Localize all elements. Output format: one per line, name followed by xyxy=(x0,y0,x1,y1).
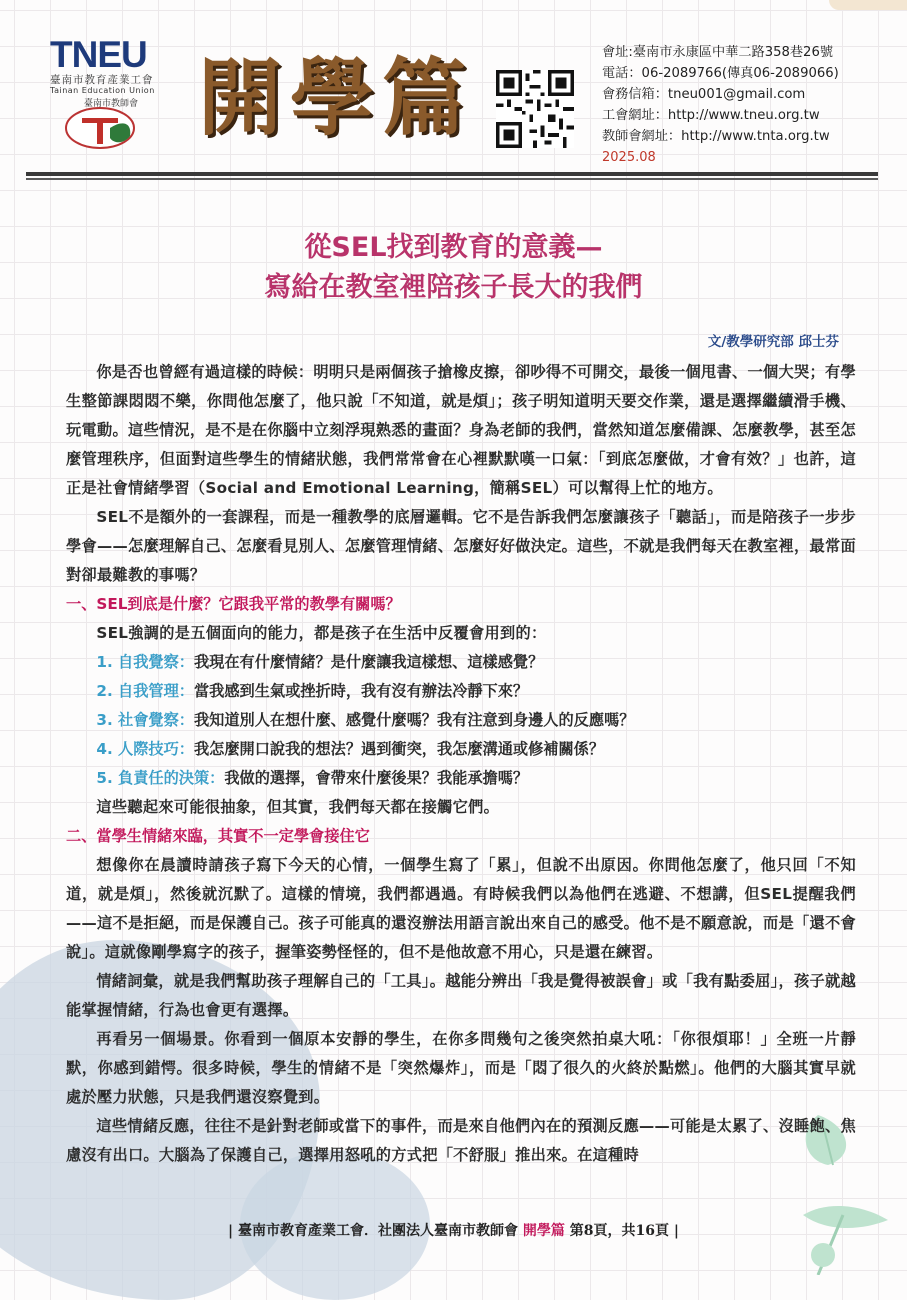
section-heading: 一、SEL到底是什麼？它跟我平常的教學有關嗎？ xyxy=(66,595,401,613)
article-title: 從SEL找到教育的意義— 寫給在教室裡陪孩子長大的我們 xyxy=(264,232,643,303)
phone: 電話：06-2089766(傳真06-2089066) xyxy=(602,66,839,81)
list-item: 1. 自我覺察：我現在有什麼情緒？是什麼讓我這樣想、這樣感覺？ xyxy=(96,653,544,671)
email: 會務信箱：tneu001@gmail.com xyxy=(602,87,806,102)
article-body xyxy=(66,358,856,1170)
union-website: 工會網址：http://www.tneu.org.tw xyxy=(602,108,820,123)
paragraph: 想像你在晨讀時請孩子寫下今天的心情，一個學生寫了「累」，但說不出原因。你問他怎麼了，他只回「不知道，就是煩」，然後就沉默了。這樣的情境，我們都遇過。有時候我們以為他們在逃避、不想講，但SEL提醒我們——這不是拒絕，而是保護自己。孩子可能真的還沒辦法用語言說出來自己的感受。他不是不願意說，而是「還不會說」。這就像剛學寫字的孩子，握筆姿勢怪怪的，但不是他故意不用心，只是還在練習。 xyxy=(66,856,856,961)
issue-date: 2025.08 xyxy=(602,150,656,165)
teacher-website: 教師會網址：http://www.tnta.org.tw xyxy=(602,129,830,144)
contact-info xyxy=(602,42,839,168)
list-item: 5. 負責任的決策：我做的選擇，會帶來什麼後果？我能承擔嗎？ xyxy=(96,769,529,787)
header-divider xyxy=(26,172,878,176)
paragraph: 情緒詞彙，就是我們幫助孩子理解自己的「工具」。越能分辨出「我是覺得被誤會」或「我有點委屈」，孩子就越能掌握情緒，行為也會更有選擇。 xyxy=(66,972,856,1019)
header-divider-thin xyxy=(26,178,878,180)
union-name-zh: 臺南市教育產業工會 xyxy=(50,74,154,86)
union-name-en: Tainan Education Union xyxy=(50,86,155,95)
byline: 文/教學研究部 邱士芬 xyxy=(707,334,839,350)
masthead xyxy=(0,0,907,190)
section-heading: 二、當學生情緒來臨，其實不一定學會接住它 xyxy=(66,827,370,845)
list-item: 2. 自我管理：當我感到生氣或挫折時，我有沒有辦法冷靜下來？ xyxy=(96,682,529,700)
paragraph: 你是否也曾經有過這樣的時候：明明只是兩個孩子搶橡皮擦，卻吵得不可開交，最後一個甩書、一個大哭；有學生整節課悶悶不樂，你問他怎麼了，他只說「不知道，就是煩」；孩子明知道明天要交作業，還是選擇繼續滑手機、玩電動。這些情況，是不是在你腦中立刻浮現熟悉的畫面？身為老師的我們，當然知道怎麼備課、怎麼教學，甚至怎麼管理秩序，但面對這些學生的情緒狀態，我們常常會在心裡默默嘆一口氣：「到底怎麼做，才會有效？」也許，這正是社會情緒學習（Social and Emotional Learning，簡稱SEL）可以幫得上忙的地方。 xyxy=(66,363,856,497)
issue-title: 開學篇 xyxy=(198,48,475,147)
address: 會址:臺南市永康區中華二路358巷26號 xyxy=(602,45,834,60)
list-item: 3. 社會覺察：我知道別人在想什麼、感覺什麼嗎？我有注意到身邊人的反應嗎？ xyxy=(96,711,635,729)
page-footer: | 臺南市教育產業工會．社團法人臺南市教師會 開學篇 第8頁，共16頁 | xyxy=(228,1223,679,1239)
list-item: 4. 人際技巧：我怎麼開口說我的想法？遇到衝突，我怎麼溝通或修補關係？ xyxy=(96,740,605,758)
paragraph: 這些情緒反應，往往不是針對老師或當下的事件，而是來自他們內在的預測反應——可能是太累了、沒睡飽、焦慮沒有出口。大腦為了保護自己，選擇用怒吼的方式把「不舒服」推出來。在這種時 xyxy=(66,1117,856,1164)
paragraph: SEL不是額外的一套課程，而是一種教學的底層邏輯。它不是告訴我們怎麼讓孩子「聽話」，而是陪孩子一步步學會——怎麼理解自己、怎麼看見別人、怎麼管理情緒、怎麼好好做決定。這些，不就是我們每天在教室裡，最常面對卻最難教的事嗎？ xyxy=(66,508,856,584)
paragraph: SEL強調的是五個面向的能力，都是孩子在生活中反覆會用到的： xyxy=(96,624,547,642)
tnta-name: 臺南市教師會 xyxy=(84,99,139,109)
paragraph: 再看另一個場景。你看到一個原本安靜的學生，在你多問幾句之後突然拍桌大吼：「你很煩耶！」全班一片靜默，你感到錯愕。很多時候，學生的情緒不是「突然爆炸」，而是「悶了很久的火終於點燃」。他們的大腦其實早就處於壓力狀態，只是我們還沒察覺到。 xyxy=(66,1030,856,1106)
tneu-logo: TNEU 臺南市教育產業工會 Tainan Education Union xyxy=(50,38,165,96)
paragraph: 這些聽起來可能很抽象，但其實，我們每天都在接觸它們。 xyxy=(96,798,500,816)
qr-code-icon xyxy=(496,70,574,148)
